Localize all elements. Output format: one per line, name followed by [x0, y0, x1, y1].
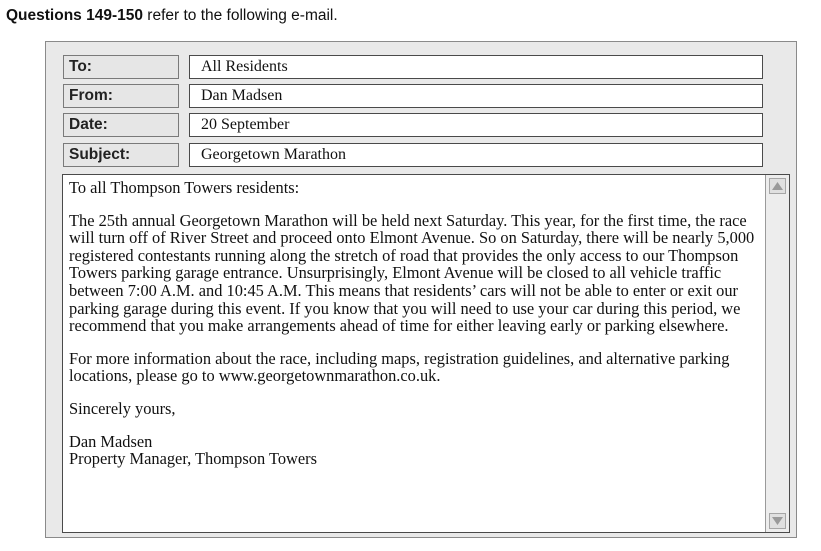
scroll-down-button[interactable]	[769, 513, 786, 529]
from-label: From:	[63, 84, 179, 108]
signature-name: Dan Madsen	[69, 431, 153, 451]
closing: Sincerely yours,	[69, 398, 176, 418]
vertical-scrollbar[interactable]	[765, 175, 789, 532]
triangle-up-icon	[772, 182, 783, 190]
date-field: 20 September	[189, 113, 763, 137]
email-window	[45, 41, 797, 538]
question-number: Questions 149-150	[6, 7, 143, 24]
body-paragraph-1: The 25th annual Georgetown Marathon will be held next Saturday. This year, for the first time, the race will turn off of River Street and proceed onto Elmont Avenue. So on Saturday, there will be nearly 5,000 registered contestants running along the stretch of road that provides the only access to our Thompson Towers parking garage entrance. Unsurprisingly, Elmont Avenue will be closed to all vehicle traffic between 7:00 A.M. and 10:45 A.M. This means that residents’ cars will not be able to enter or exit our parking garage during this event. If you know that you will need to use your car during this period, we recommend that you make arrangements ahead of time for either leaving early or parking elsewhere.	[69, 210, 755, 336]
from-field: Dan Madsen	[189, 84, 763, 108]
subject-label: Subject:	[63, 143, 179, 167]
question-intro-text: refer to the following e-mail.	[142, 7, 338, 24]
email-body	[62, 174, 790, 533]
scroll-up-button[interactable]	[769, 178, 786, 194]
signature-title: Property Manager, Thompson Towers	[69, 449, 317, 469]
greeting: To all Thompson Towers residents:	[69, 178, 300, 197]
body-paragraph-2: For more information about the race, including maps, registration guidelines, and alternative parking locations, please go to www.georgetownmarathon.co.uk.	[69, 348, 730, 386]
question-intro	[6, 7, 338, 25]
triangle-down-icon	[772, 517, 783, 525]
to-label: To:	[63, 55, 179, 79]
date-label: Date:	[63, 113, 179, 137]
subject-field: Georgetown Marathon	[189, 143, 763, 167]
email-body-text	[69, 179, 765, 468]
to-field: All Residents	[189, 55, 763, 79]
